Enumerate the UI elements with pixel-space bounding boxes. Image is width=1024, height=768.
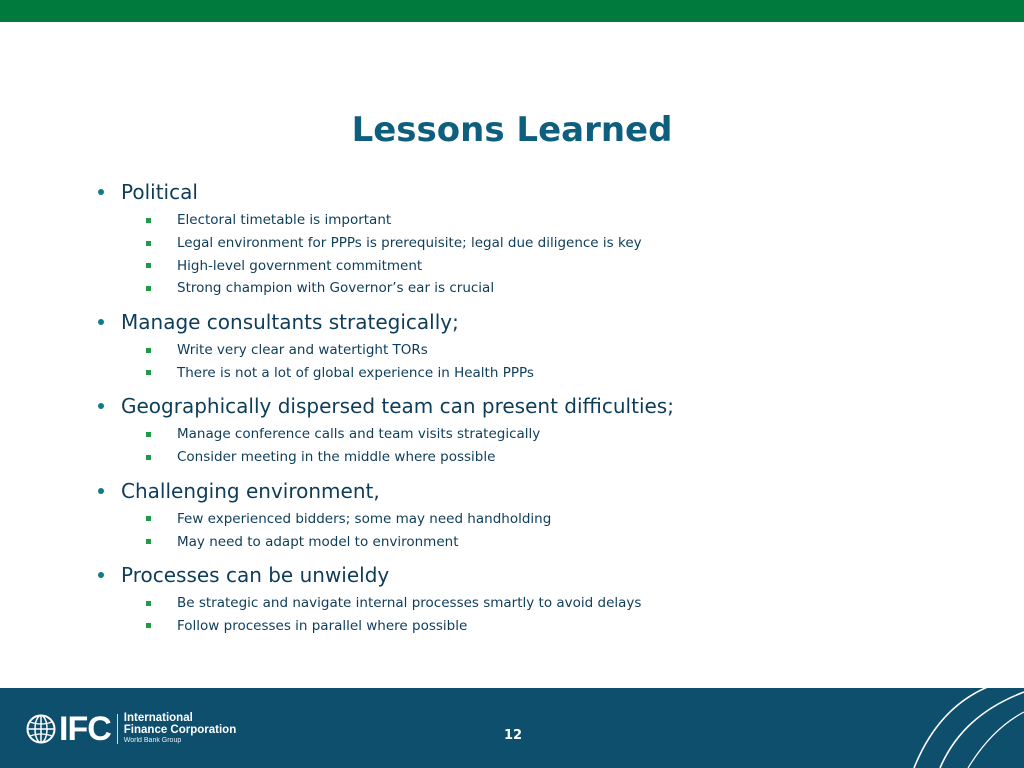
bullet-row bbox=[98, 176, 978, 208]
bullet-label: Challenging environment, bbox=[121, 478, 380, 503]
sub-list bbox=[98, 209, 978, 300]
bullet-dot-icon bbox=[98, 189, 104, 195]
section-processes bbox=[98, 559, 978, 637]
sub-item-text: Legal environment for PPPs is prerequisite; legal due diligence is key bbox=[177, 235, 642, 252]
square-bullet-icon bbox=[146, 263, 151, 268]
sub-list bbox=[98, 423, 978, 468]
square-bullet-icon bbox=[146, 286, 151, 291]
sub-item bbox=[98, 446, 978, 469]
sub-item-text: High-level government commitment bbox=[177, 257, 423, 274]
square-bullet-icon bbox=[146, 601, 151, 606]
sub-list bbox=[98, 508, 978, 553]
sub-item bbox=[98, 277, 978, 300]
top-accent-bar bbox=[0, 0, 1024, 22]
ifc-logo bbox=[26, 709, 237, 748]
square-bullet-icon bbox=[146, 623, 151, 628]
sub-item bbox=[98, 530, 978, 553]
footer-bar bbox=[0, 688, 1024, 768]
sub-item-text: Consider meeting in the middle where possible bbox=[177, 449, 496, 466]
sub-item-text: There is not a lot of global experience in Health PPPs bbox=[177, 364, 534, 381]
section-political bbox=[98, 176, 978, 300]
section-consultants bbox=[98, 306, 978, 384]
sub-item-text: Strong champion with Governor’s ear is crucial bbox=[177, 280, 495, 297]
slide-title: Lessons Learned bbox=[351, 110, 673, 150]
sub-item bbox=[98, 592, 978, 615]
sub-item bbox=[98, 209, 978, 232]
sub-item bbox=[98, 508, 978, 531]
square-bullet-icon bbox=[146, 432, 151, 437]
bullet-dot-icon bbox=[98, 403, 104, 409]
sub-item-text: Few experienced bidders; some may need handholding bbox=[177, 510, 552, 527]
swoosh-decoration-icon bbox=[900, 688, 1024, 768]
sub-item bbox=[98, 423, 978, 446]
bullet-dot-icon bbox=[98, 488, 104, 494]
square-bullet-icon bbox=[146, 218, 151, 223]
section-dispersed-team bbox=[98, 390, 978, 468]
sub-item-text: May need to adapt model to environment bbox=[177, 533, 459, 550]
bullet-list bbox=[98, 176, 978, 643]
sub-item-text: Write very clear and watertight TORs bbox=[177, 342, 428, 359]
bullet-row bbox=[98, 559, 978, 591]
bullet-label: Manage consultants strategically; bbox=[121, 309, 459, 334]
sub-item bbox=[98, 232, 978, 255]
sub-item bbox=[98, 339, 978, 362]
sub-item bbox=[98, 615, 978, 638]
bullet-row bbox=[98, 475, 978, 507]
logo-mark: IFC bbox=[59, 709, 111, 748]
square-bullet-icon bbox=[146, 348, 151, 353]
sub-item-text: Be strategic and navigate internal processes smartly to avoid delays bbox=[177, 595, 642, 612]
bullet-dot-icon bbox=[98, 572, 104, 578]
logo-line-3: World Bank Group bbox=[123, 737, 182, 744]
logo-line-2: Finance Corporation bbox=[123, 724, 237, 736]
logo-line-1: International bbox=[123, 712, 193, 724]
bullet-label: Geographically dispersed team can present difficulties; bbox=[121, 394, 674, 419]
square-bullet-icon bbox=[146, 539, 151, 544]
bullet-row bbox=[98, 306, 978, 338]
bullet-label: Political bbox=[121, 180, 198, 204]
logo-divider bbox=[117, 714, 118, 744]
page-number: 12 bbox=[503, 728, 523, 743]
sub-item bbox=[98, 254, 978, 277]
sub-list bbox=[98, 592, 978, 637]
bullet-row bbox=[98, 390, 978, 422]
sub-item-text: Manage conference calls and team visits strategically bbox=[177, 426, 541, 443]
square-bullet-icon bbox=[146, 370, 151, 375]
sub-list bbox=[98, 339, 978, 384]
section-environment bbox=[98, 475, 978, 553]
bullet-label: Processes can be unwieldy bbox=[121, 562, 390, 587]
bullet-dot-icon bbox=[98, 319, 104, 325]
logo-wordmark bbox=[124, 712, 236, 745]
sub-item bbox=[98, 361, 978, 384]
globe-icon bbox=[26, 714, 56, 744]
square-bullet-icon bbox=[146, 455, 151, 460]
square-bullet-icon bbox=[146, 516, 151, 521]
sub-item-text: Electoral timetable is important bbox=[177, 212, 392, 229]
sub-item-text: Follow processes in parallel where possible bbox=[177, 617, 468, 634]
square-bullet-icon bbox=[146, 241, 151, 246]
